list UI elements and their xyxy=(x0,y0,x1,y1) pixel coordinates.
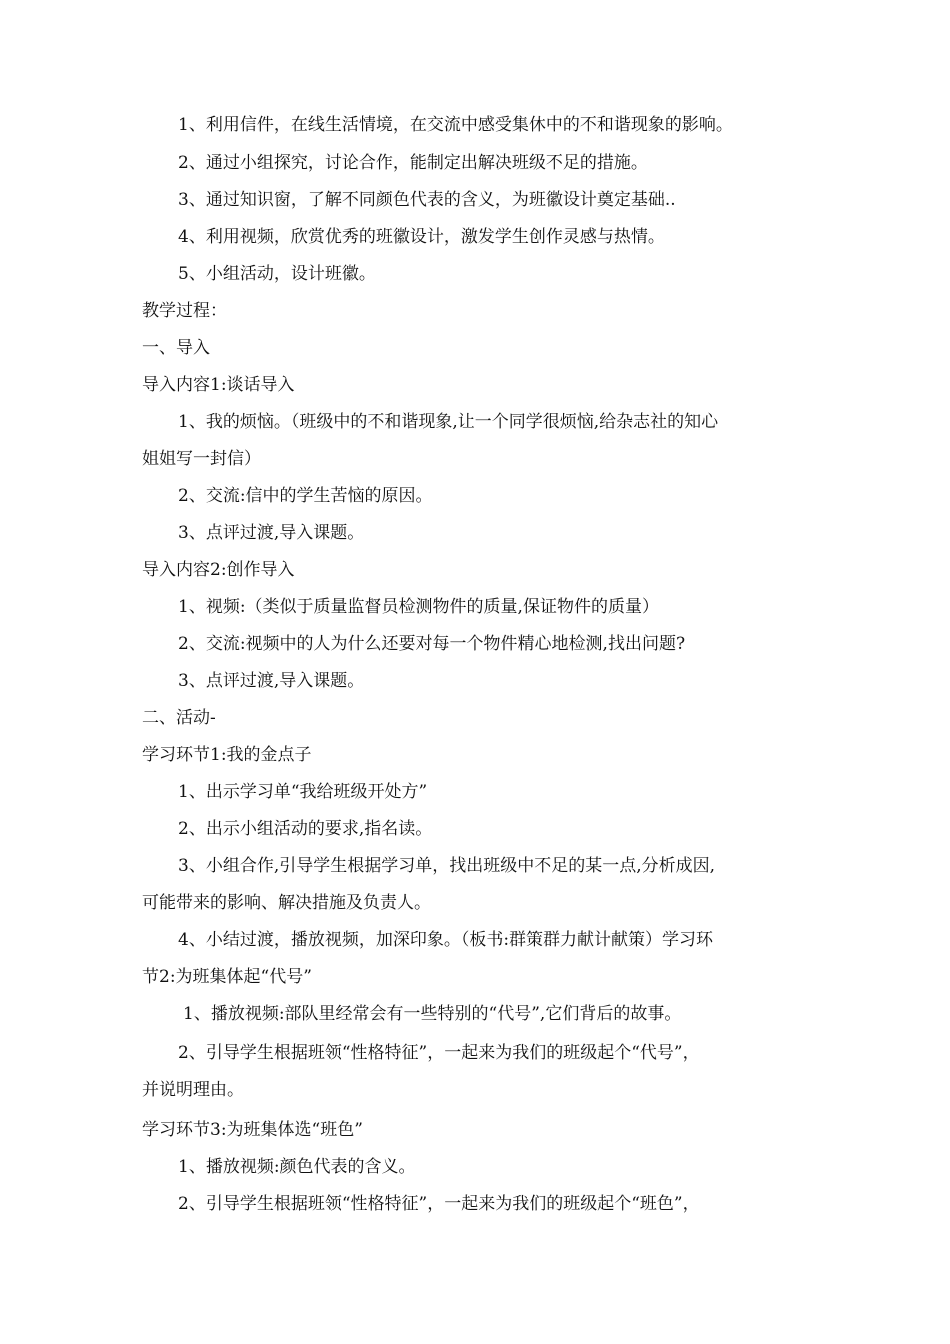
paragraph-line: 可能带来的影响、解决措施及负责人。 xyxy=(142,893,431,913)
section-heading-process: 教学过程： xyxy=(142,301,227,321)
paragraph-line: 1、播放视频:部队里经常会有一些特别的“代号”,它们背后的故事。 xyxy=(183,1004,682,1024)
section-heading-activity: 二、活动- xyxy=(142,708,216,728)
paragraph-line: 1、我的烦恼。（班级中的不和谐现象,让一个同学很烦恼,给杂志社的知心 xyxy=(178,412,719,432)
subheading-step-1: 学习环节1:我的金点子 xyxy=(142,745,312,765)
paragraph-line: 3、点评过渡,导入课题。 xyxy=(178,671,365,691)
paragraph-line: 4、小结过渡，播放视频，加深印象。（板书:群策群力献计献策）学习环 xyxy=(178,930,714,950)
objective-1: 1、利用信件，在线生活情境，在交流中感受集休中的不和谐现象的影响。 xyxy=(178,115,733,135)
paragraph-line: 1、视频:（类似于质量监督员检测物件的质量,保证物件的质量） xyxy=(178,597,659,617)
paragraph-line: 2、交流:信中的学生苦恼的原因。 xyxy=(178,486,433,506)
objective-5: 5、小组活动，设计班徽。 xyxy=(178,264,376,284)
section-heading-intro: 一、导入 xyxy=(142,338,210,358)
subheading-intro-2: 导入内容2:创作导入 xyxy=(142,560,295,580)
paragraph-line: 2、引导学生根据班领“性格特征”，一起来为我们的班级起个“班色”， xyxy=(178,1194,700,1214)
paragraph-line: 姐姐写一封信） xyxy=(142,449,261,469)
subheading-step-3: 学习环节3:为班集体选“班色” xyxy=(142,1120,363,1140)
objective-3: 3、通过知识窗，了解不同颜色代表的含义，为班徽设计奠定基础.. xyxy=(178,190,676,210)
paragraph-line: 1、播放视频:颜色代表的含义。 xyxy=(178,1157,416,1177)
paragraph-line: 2、引导学生根据班领“性格特征”，一起来为我们的班级起个“代号”， xyxy=(178,1043,700,1063)
paragraph-line: 2、交流:视频中的人为什么还要对每一个物件精心地检测,找出问题? xyxy=(178,634,686,654)
paragraph-line: 1、出示学习单“我给班级开处方” xyxy=(178,782,428,802)
subheading-intro-1: 导入内容1:谈话导入 xyxy=(142,375,295,395)
paragraph-line: 并说明理由。 xyxy=(142,1080,244,1100)
objective-2: 2、通过小组探究，讨论合作，能制定出解决班级不足的措施。 xyxy=(178,153,648,173)
paragraph-line: 3、小组合作,引导学生根据学习单，找出班级中不足的某一点,分析成因, xyxy=(178,856,716,876)
subheading-step-2: 节2:为班集体起“代号” xyxy=(142,967,312,987)
paragraph-line: 2、出示小组活动的要求,指名读。 xyxy=(178,819,433,839)
objective-4: 4、利用视频，欣赏优秀的班徽设计，激发学生创作灵感与热情。 xyxy=(178,227,665,247)
paragraph-line: 3、点评过渡,导入课题。 xyxy=(178,523,365,543)
